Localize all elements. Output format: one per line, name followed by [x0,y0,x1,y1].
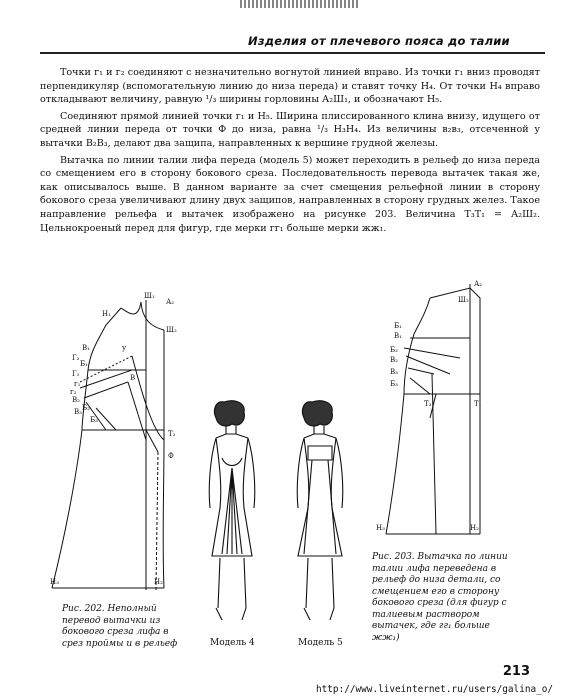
label: Т₁ [474,400,482,408]
label: г₁ [74,380,81,388]
paragraph-1: Точки г₁ и г₂ соединяют с незначительно вогнутой линией вправо. Из точки г₁ вниз проводят перпендикуляр (вспомогательную линию до низа переда) и ставят точку Н₄. От точки Н₄ вправо откладывают величину, равную ¹/₃ ширины горловины А₂Ш₁, и обозначают Н₅. [40,67,540,106]
label: г₂ [70,388,77,396]
label: В₁ [394,332,402,340]
label: у [122,344,127,352]
figure-202-pattern [46,290,196,590]
label: А₂ [474,280,483,288]
scan-artifact [240,0,360,8]
model-4-label: Модель 4 [210,638,255,648]
label: Б₃ [90,416,98,424]
source-url[interactable]: http://www.liveinternet.ru/users/galina_o/ [316,684,554,695]
label: Б₁ [80,360,88,368]
figure-202-labels [50,292,177,586]
label: Н₃ [376,524,385,532]
label: Б₃ [390,380,398,388]
label: Б₁ [394,322,402,330]
label: Б₂ [390,346,398,354]
label: Т₂ [168,430,176,438]
model-4-sketch [192,398,272,628]
label: Н₁ [102,310,111,318]
label: В [130,374,136,382]
label: В₃ [74,408,82,416]
figure-203-caption: Рис. 203. Вытачка по линии талии лифа переведена в рельеф до низа детали, со смещением его в сторону бокового среза (для фигур с талиевым раствором вытачек, где гг₁ больше жж₁) [372,552,508,643]
label: Ш₂ [166,326,177,334]
paragraph-3: Вытачка по линии талии лифа переда (модель 5) может переходить в рельеф до низа переда со смещением его в сторону бокового среза. Последовательность перевода вытачек такая же, как описывалось выше. В данном варианте за счет смещения рельефной линии в сторону бокового среза увеличивают длину двух защипов, направленных в сторону грудных желез. Такое направление рельефа и вытачек изображено на рисунке 203. Величина Т₃Т₁ = А₂Ш₂. Цельнокроеный перед для фигур, где мерки гг₁ больше мерки жж₁. [40,154,540,234]
label: В₃ [390,368,398,376]
model-5-label: Модель 5 [298,638,343,648]
label: Н₃ [50,578,59,586]
label: Ш₂ [458,296,469,304]
body-text [40,66,540,238]
label: А₂ [166,298,175,306]
label: В₁ [82,344,90,352]
label: Н₂ [470,524,479,532]
figure-203-pattern [370,278,500,538]
page-number: 213 [502,664,530,679]
label: Т₃ [424,400,432,408]
label: Н₂ [154,578,163,586]
label: Г₂ [72,354,80,362]
label: Г₁ [72,370,80,378]
label: В₂ [390,356,398,364]
paragraph-2: Соединяют прямой линией точки г₁ и Н₅. Ширина плиссированного клина внизу, идущего от средней линии переда от точки Ф до низа, равна ¹/₃ Н₃Н₄. Из величины в₂в₃, отсеченной у вытачки В₂В₃, делают два защипа, направленных к вершине грудной железы. [40,110,540,149]
label: Б₂ [82,404,90,412]
header-rule [40,52,545,54]
label: В₂ [72,396,80,404]
running-header: Изделия от плечевого пояса до талии [248,34,510,48]
model-5-sketch [280,398,360,628]
label: Ш₁ [144,292,155,300]
label: Ф [168,452,174,460]
figure-202-caption: Рис. 202. Неполный перевод вытачки из бокового среза лифа в срез проймы и в рельеф [62,604,178,649]
